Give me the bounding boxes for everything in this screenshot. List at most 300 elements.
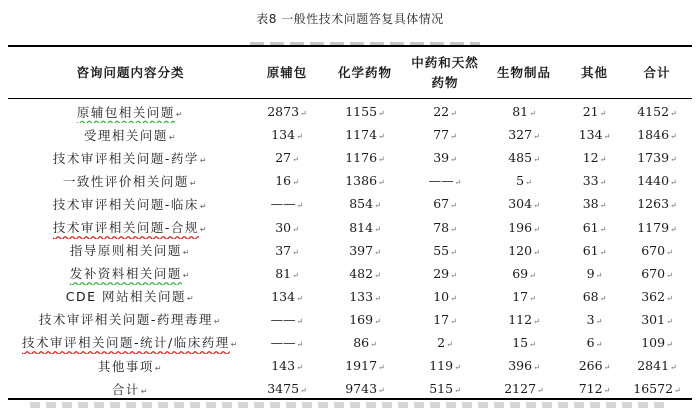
cell-text: 1176 [345, 150, 378, 166]
paragraph-mark: ↵ [595, 339, 603, 349]
paragraph-mark: ↵ [446, 339, 453, 349]
cell-text: 21 [582, 104, 599, 120]
row-value-cell [253, 262, 321, 285]
cell-text: 1739 [637, 150, 670, 166]
cell-text: 69 [512, 265, 529, 281]
header-cell: 其他 [580, 65, 608, 80]
row-value-cell [321, 239, 409, 262]
cell-text: 61 [582, 219, 599, 235]
paragraph-mark: ↵ [533, 224, 540, 234]
paragraph-mark: ↵ [529, 339, 536, 349]
row-value-cell [253, 239, 321, 262]
cell-text: 6 [586, 334, 595, 350]
paragraph-mark: ↵ [378, 178, 385, 188]
cell-text: 17 [512, 288, 529, 304]
cell-text: 9 [586, 265, 595, 281]
cell-text: CDE 网站相关问题 [65, 289, 187, 305]
paragraph-mark: ↵ [300, 386, 307, 396]
cell-text: 397 [349, 242, 374, 258]
cell-text: 22 [433, 104, 450, 120]
paragraph-mark: ↵ [533, 363, 540, 373]
paragraph-mark: ↵ [670, 201, 677, 211]
cell-text: 发补资料相关问题 [69, 266, 182, 282]
row-value-cell [622, 192, 692, 215]
cell-text: —— [270, 334, 296, 350]
paragraph-mark: ↵ [374, 316, 381, 326]
paragraph-mark: ↵ [599, 155, 607, 165]
paragraph-mark: ↵ [595, 270, 603, 280]
cell-text: 15 [512, 334, 529, 350]
row-value-cell [622, 354, 692, 377]
header-cell: 咨询问题内容分类 [76, 65, 185, 80]
table-row [8, 169, 692, 192]
paragraph-mark: ↵ [230, 340, 239, 350]
row-value-cell [253, 285, 321, 308]
cell-text: 3 [586, 311, 595, 327]
row-category-cell [8, 377, 253, 400]
row-value-cell [567, 331, 622, 354]
row-value-cell [567, 239, 622, 262]
table-row [8, 377, 692, 400]
paragraph-mark: ↵ [154, 363, 164, 373]
paragraph-mark: ↵ [454, 386, 461, 396]
row-value-cell [321, 285, 409, 308]
row-value-cell [622, 98, 692, 123]
row-value-cell [321, 98, 409, 123]
table-row [8, 331, 692, 354]
row-value-cell [253, 169, 321, 192]
cell-text: 81 [275, 265, 292, 281]
cell-text: 133 [349, 288, 374, 304]
row-value-cell [321, 123, 409, 146]
paragraph-mark: ↵ [533, 316, 540, 326]
row-value-cell [409, 239, 481, 262]
row-value-cell [481, 377, 567, 400]
cell-text: 61 [582, 242, 599, 258]
row-value-cell [567, 262, 622, 285]
paragraph-mark: ↵ [670, 363, 677, 373]
paragraph-mark: ↵ [533, 132, 540, 142]
cell-text: 10 [433, 288, 450, 304]
table-caption: 表8 一般性技术问题答复具体情况 [256, 12, 444, 26]
row-value-cell [409, 354, 481, 377]
cell-text: 327 [508, 127, 533, 143]
faded-footer-text [30, 402, 670, 408]
cell-text: 854 [349, 196, 374, 212]
cell-text: 712 [578, 381, 603, 397]
cell-text: 2841 [637, 358, 670, 374]
cell-text: 119 [429, 358, 454, 374]
header-cell: 合计 [643, 65, 671, 80]
paragraph-mark: ↵ [537, 386, 544, 396]
paragraph-mark: ↵ [182, 248, 192, 258]
row-value-cell [622, 239, 692, 262]
row-value-cell [481, 308, 567, 331]
cell-text: 670 [641, 242, 666, 258]
paragraph-mark: ↵ [454, 178, 462, 188]
paragraph-mark: ↵ [292, 155, 299, 165]
paragraph-mark: ↵ [674, 386, 681, 396]
row-value-cell [321, 331, 409, 354]
cell-text: 4152 [637, 104, 670, 120]
paragraph-mark: ↵ [374, 293, 381, 303]
row-value-cell [321, 192, 409, 215]
row-value-cell [409, 308, 481, 331]
row-value-cell [409, 98, 481, 123]
row-value-cell [409, 262, 481, 285]
paragraph-mark: ↵ [292, 270, 299, 280]
cell-text: 2 [437, 334, 446, 350]
paragraph-mark: ↵ [450, 293, 457, 303]
paragraph-mark: ↵ [529, 109, 536, 119]
row-category-cell [8, 169, 253, 192]
paragraph-mark: ↵ [599, 109, 607, 119]
paragraph-mark: ↵ [670, 109, 677, 119]
paragraph-mark: ↵ [168, 132, 178, 142]
paragraph-mark: ↵ [199, 155, 209, 165]
paragraph-mark: ↵ [450, 109, 457, 119]
row-value-cell [567, 308, 622, 331]
paragraph-mark: ↵ [450, 132, 457, 142]
row-value-cell [567, 192, 622, 215]
row-category-cell [8, 98, 253, 123]
paragraph-mark: ↵ [599, 293, 607, 303]
paragraph-mark: ↵ [670, 224, 677, 234]
cell-text: 受理相关问题 [83, 127, 168, 143]
paragraph-mark: ↵ [175, 109, 185, 119]
header-cell: 生物制品 [496, 65, 551, 80]
cell-text: 120 [508, 242, 533, 258]
row-value-cell [253, 146, 321, 169]
paragraph-mark: ↵ [296, 293, 303, 303]
row-value-cell [321, 262, 409, 285]
cell-text: 5 [516, 173, 525, 189]
cell-text: 112 [508, 311, 533, 327]
cell-text: 670 [641, 265, 666, 281]
cell-text: 技术审评相关问题-药学 [52, 150, 199, 166]
paragraph-mark: ↵ [213, 317, 223, 327]
row-category-cell [8, 192, 253, 215]
row-value-cell [622, 146, 692, 169]
cell-text: 16 [275, 173, 292, 189]
row-category-cell [8, 354, 253, 377]
table-body [8, 98, 692, 400]
paragraph-mark: ↵ [450, 224, 457, 234]
table-row [8, 285, 692, 308]
paragraph-mark: ↵ [595, 316, 603, 326]
row-value-cell [567, 377, 622, 400]
header-cell: 原辅包 [266, 65, 308, 80]
cell-text: 技术审评相关问题-临床 [52, 196, 199, 212]
paragraph-mark: ↵ [670, 132, 677, 142]
paragraph-mark: ↵ [300, 109, 307, 119]
table-row [8, 146, 692, 169]
header-row [8, 48, 692, 98]
cell-text: 3475 [267, 381, 300, 397]
row-value-cell [253, 98, 321, 123]
row-value-cell [567, 98, 622, 123]
row-value-cell [409, 146, 481, 169]
cell-text: 482 [349, 265, 374, 281]
row-value-cell [409, 331, 481, 354]
row-value-cell [567, 285, 622, 308]
cell-text: 29 [433, 265, 450, 281]
row-value-cell [253, 308, 321, 331]
row-category-cell [8, 239, 253, 262]
table-row [8, 262, 692, 285]
paragraph-mark: ↵ [450, 270, 457, 280]
paragraph-mark: ↵ [450, 155, 457, 165]
table-top-rule [8, 45, 692, 47]
cell-text: 2127 [504, 381, 537, 397]
row-value-cell [253, 354, 321, 377]
cell-text: 196 [508, 219, 533, 235]
cell-text: 2873 [267, 104, 300, 120]
cell-text: 301 [641, 311, 666, 327]
paragraph-mark: ↵ [529, 270, 536, 280]
paragraph-mark: ↵ [296, 132, 303, 142]
cell-text: 1440 [637, 173, 670, 189]
table-row [8, 215, 692, 238]
cell-text: 原辅包相关问题 [76, 104, 175, 120]
table-header [8, 48, 692, 98]
paragraph-mark: ↵ [599, 247, 607, 257]
paragraph-mark: ↵ [199, 201, 209, 211]
cell-text: 16572 [633, 381, 674, 397]
cell-text: —— [270, 311, 296, 327]
paragraph-mark: ↵ [378, 386, 385, 396]
row-value-cell [481, 239, 567, 262]
paragraph-mark: ↵ [603, 132, 611, 142]
row-value-cell [253, 192, 321, 215]
cell-text: 396 [508, 358, 533, 374]
cell-text: 1386 [345, 173, 378, 189]
paragraph-mark: ↵ [603, 386, 611, 396]
paragraph-mark: ↵ [529, 293, 536, 303]
row-value-cell [481, 262, 567, 285]
row-value-cell [622, 377, 692, 400]
row-value-cell [622, 285, 692, 308]
row-value-cell [567, 354, 622, 377]
cell-text: 134 [271, 127, 296, 143]
row-category-cell [8, 146, 253, 169]
cell-text: 9743 [345, 381, 378, 397]
row-value-cell [622, 169, 692, 192]
row-value-cell [321, 146, 409, 169]
cell-text: 1846 [637, 127, 670, 143]
cell-text: 12 [582, 150, 599, 166]
paragraph-mark: ↵ [533, 247, 540, 257]
row-value-cell [409, 215, 481, 238]
paragraph-mark: ↵ [374, 247, 381, 257]
cell-text: 1263 [637, 196, 670, 212]
paragraph-mark: ↵ [454, 363, 461, 373]
paragraph-mark: ↵ [296, 339, 304, 349]
cell-text: 81 [512, 104, 529, 120]
row-value-cell [481, 215, 567, 238]
cell-text: 1174 [345, 127, 378, 143]
row-value-cell [321, 377, 409, 400]
row-value-cell [567, 123, 622, 146]
data-table [8, 48, 692, 400]
cell-text: 68 [582, 288, 599, 304]
cell-text: —— [270, 196, 296, 212]
paragraph-mark: ↵ [666, 316, 673, 326]
row-value-cell [567, 169, 622, 192]
cell-text: 技术审评相关问题-药理毒理 [38, 312, 213, 328]
paragraph-mark: ↵ [199, 225, 209, 235]
cell-text: 67 [433, 196, 450, 212]
paragraph-mark: ↵ [599, 201, 607, 211]
paragraph-mark: ↵ [666, 247, 673, 257]
row-value-cell [622, 262, 692, 285]
row-value-cell [481, 354, 567, 377]
cell-text: 814 [349, 219, 374, 235]
cell-text: 指导原则相关问题 [69, 243, 182, 259]
row-value-cell [253, 377, 321, 400]
header-cell: 化学药物 [337, 65, 392, 80]
row-value-cell [253, 215, 321, 238]
paragraph-mark: ↵ [296, 201, 304, 211]
row-value-cell [321, 354, 409, 377]
cell-text: 485 [508, 150, 533, 166]
header-cell: 中药和天然药物 [411, 55, 479, 90]
row-value-cell [409, 377, 481, 400]
paragraph-mark: ↵ [187, 294, 196, 304]
paragraph-mark: ↵ [378, 363, 385, 373]
cell-text: 78 [433, 219, 450, 235]
row-value-cell [481, 285, 567, 308]
cell-text: 134 [271, 288, 296, 304]
paragraph-mark: ↵ [525, 178, 532, 188]
row-value-cell [481, 192, 567, 215]
paragraph-mark: ↵ [666, 293, 673, 303]
row-category-cell [8, 262, 253, 285]
cell-text: 33 [582, 173, 599, 189]
paragraph-mark: ↵ [666, 339, 673, 349]
cell-text: 17 [433, 311, 450, 327]
paragraph-mark: ↵ [533, 155, 540, 165]
cell-text: 技术审评相关问题-统计/临床药理 [22, 335, 230, 351]
row-category-cell [8, 308, 253, 331]
paragraph-mark: ↵ [370, 339, 377, 349]
cell-text: 1917 [345, 358, 378, 374]
paragraph-mark: ↵ [533, 201, 540, 211]
paragraph-mark: ↵ [140, 386, 150, 396]
paragraph-mark: ↵ [296, 316, 304, 326]
table-row [8, 98, 692, 123]
paragraph-mark: ↵ [182, 271, 192, 281]
paragraph-mark: ↵ [599, 224, 607, 234]
cell-text: 1155 [345, 104, 378, 120]
row-value-cell [321, 169, 409, 192]
cell-text: 362 [641, 288, 666, 304]
row-category-cell [8, 331, 253, 354]
paragraph-mark: ↵ [378, 155, 385, 165]
cell-text: 304 [508, 196, 533, 212]
paragraph-mark: ↵ [378, 109, 385, 119]
cell-text: 其他事项 [97, 358, 154, 374]
paragraph-mark: ↵ [450, 201, 457, 211]
row-value-cell [481, 331, 567, 354]
cell-text: 86 [353, 334, 370, 350]
cell-text: 39 [433, 150, 450, 166]
cell-text: 30 [275, 219, 292, 235]
row-value-cell [253, 123, 321, 146]
row-value-cell [567, 215, 622, 238]
paragraph-mark: ↵ [666, 270, 673, 280]
row-category-cell [8, 215, 253, 238]
paragraph-mark: ↵ [378, 132, 385, 142]
paragraph-mark: ↵ [374, 201, 381, 211]
row-value-cell [481, 98, 567, 123]
paragraph-mark: ↵ [292, 224, 299, 234]
cell-text: 266 [578, 358, 603, 374]
cell-text: 一致性评价相关问题 [62, 173, 189, 189]
cell-text: 109 [641, 334, 666, 350]
cell-text: 27 [275, 150, 292, 166]
paragraph-mark: ↵ [603, 363, 611, 373]
row-value-cell [253, 331, 321, 354]
row-value-cell [622, 123, 692, 146]
cell-text: 77 [433, 127, 450, 143]
cell-text: 37 [275, 242, 292, 258]
paragraph-mark: ↵ [670, 178, 677, 188]
cell-text: 技术审评相关问题-合规 [52, 220, 199, 236]
row-value-cell [409, 192, 481, 215]
cell-text: 合计 [111, 381, 140, 397]
row-value-cell [481, 169, 567, 192]
row-value-cell [409, 123, 481, 146]
paragraph-mark: ↵ [292, 247, 299, 257]
row-value-cell [622, 215, 692, 238]
paragraph-mark: ↵ [374, 270, 381, 280]
table-row [8, 123, 692, 146]
table-row [8, 239, 692, 262]
row-value-cell [321, 308, 409, 331]
row-value-cell [622, 308, 692, 331]
cell-text: 38 [582, 196, 599, 212]
paragraph-mark: ↵ [292, 178, 299, 188]
table-row [8, 192, 692, 215]
row-value-cell [622, 331, 692, 354]
cell-text: 169 [349, 311, 374, 327]
row-value-cell [481, 146, 567, 169]
row-value-cell [321, 215, 409, 238]
row-value-cell [409, 169, 481, 192]
row-value-cell [481, 123, 567, 146]
paragraph-mark: ↵ [670, 155, 677, 165]
row-category-cell [8, 123, 253, 146]
cell-text: —— [428, 173, 454, 189]
row-value-cell [567, 146, 622, 169]
cell-text: 134 [578, 127, 603, 143]
cell-text: 1179 [637, 219, 670, 235]
row-value-cell [409, 285, 481, 308]
paragraph-mark: ↵ [599, 178, 607, 188]
cell-text: 515 [429, 381, 454, 397]
paragraph-mark: ↵ [296, 363, 303, 373]
paragraph-mark: ↵ [374, 224, 381, 234]
paragraph-mark: ↵ [450, 247, 457, 257]
paragraph-mark: ↵ [189, 178, 199, 188]
row-category-cell [8, 285, 253, 308]
cell-text: 143 [271, 358, 296, 374]
cell-text: 55 [433, 242, 450, 258]
table-row [8, 308, 692, 331]
paragraph-mark: ↵ [450, 316, 457, 326]
table-row [8, 354, 692, 377]
